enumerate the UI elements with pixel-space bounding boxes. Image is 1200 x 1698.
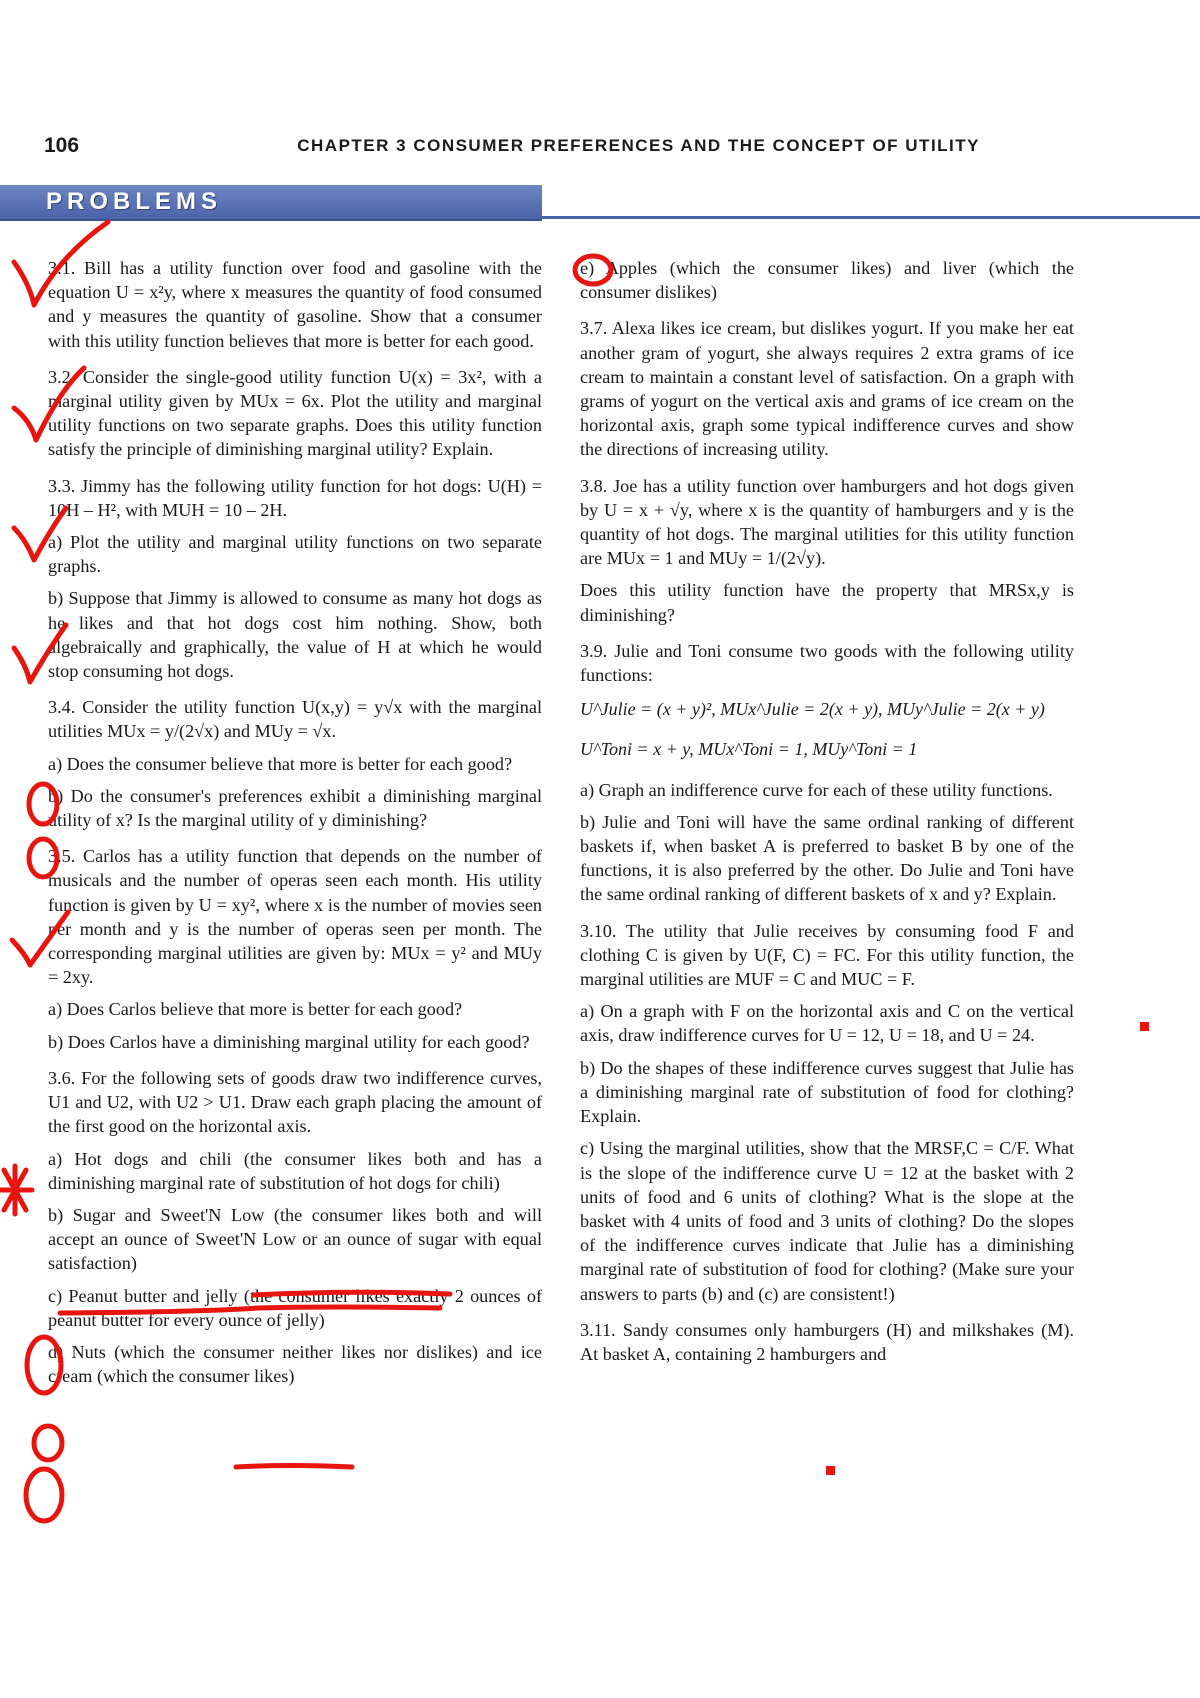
circle-mark-icon: [29, 784, 57, 824]
underline-mark: [236, 1466, 352, 1468]
page-number: 106: [44, 134, 80, 157]
problem-3-10-c: c) Using the marginal utilities, show that the MRSF,C = C/F. What is the slope of the indifference curve U = 12 at the basket with 2 units of food and 6 units of clothing? What is the slope at the basket with 4 units of food and 3 units of clothing? Do the slopes of the indifference curves indicate that Julie has a diminishing marginal rate of substitution of food for clothing? (Make sure your answers to parts (b) and (c) are consistent!): [580, 1138, 1074, 1304]
checkmark-icon: [12, 912, 68, 965]
circle-mark-icon: [29, 839, 57, 877]
problem-3-6-d: d) Nuts (which the consumer neither likes nor dislikes) and ice cream (which the consumer likes): [48, 1341, 542, 1387]
problem-3-8-question: Does this utility function have the property that MRSx,y is diminishing?: [580, 580, 1074, 625]
checkmark-icon: [14, 508, 66, 560]
dot-mark: [1140, 1022, 1149, 1031]
problem-3-9: 3.9. Julie and Toni consume two goods with the following utility functions:: [580, 640, 1074, 686]
checkmark-icon: [14, 368, 84, 440]
running-head: CHAPTER 3 CONSUMER PREFERENCES AND THE CONCEPT OF UTILITY: [297, 136, 980, 155]
problem-3-10-a: a) On a graph with F on the horizontal axis and C on the vertical axis, draw indifference curves for U = 12, U = 18, and U = 24.: [580, 1001, 1074, 1046]
checkmark-icon: [14, 625, 66, 682]
problem-3-3-b: b) Suppose that Jimmy is allowed to consume as many hot dogs as he likes and that hot dogs cost him nothing. Show, both algebraically and graphically, the value of H at which he would stop consuming hot dogs.: [48, 588, 542, 682]
problem-3-6-a: a) Hot dogs and chili (the consumer likes both and has a diminishing marginal rate of substitution of hot dogs for chili): [48, 1148, 542, 1193]
problem-3-1: 3.1. Bill has a utility function over food and gasoline with the equation U = x²y, where x measures the quantity of food consumed and y measures the quantity of gasoline. Show that a consumer with this utility function believes that more is better for each good.: [48, 258, 542, 351]
problem-3-8: 3.8. Joe has a utility function over hamburgers and hot dogs given by U = x + √y, where x is the quantity of hamburgers and y is the quantity of hot dogs. The marginal utilities for this utility function are MUx = 1 and MUy = 1/(2√y).: [580, 475, 1074, 569]
problem-3-5: 3.5. Carlos has a utility function that depends on the number of musicals and the number of operas seen each month. His utility function is given by U = xy², where x is the number of movies seen per month and y is the number of operas seen per month. The corresponding marginal utilities are given by: MUx = y² and MUy = 2xy.: [48, 846, 542, 988]
problem-3-6-c: c) Peanut butter and jelly (the consumer likes exactly 2 ounces of peanut butter for every ounce of jelly): [48, 1285, 542, 1330]
problem-3-11: 3.11. Sandy consumes only hamburgers (H) and milkshakes (M). At basket A, containing 2 hamburgers and: [580, 1319, 1074, 1364]
checkmark-icon: [14, 222, 108, 305]
dot-mark: [826, 1466, 835, 1475]
circle-mark-icon: [27, 1337, 61, 1393]
problem-3-6-e: e) Apples (which the consumer likes) and liver (which the consumer dislikes): [580, 258, 1074, 303]
section-title: PROBLEMS: [46, 188, 223, 215]
problem-3-9-a: a) Graph an indifference curve for each of these utility functions.: [580, 779, 1053, 800]
problem-3-3-a: a) Plot the utility and marginal utility functions on two separate graphs.: [48, 532, 542, 577]
underline-mark: [60, 1307, 440, 1313]
toni-utility-equation: U^Toni = x + y, MUx^Toni = 1, MUy^Toni = 1: [580, 739, 918, 760]
problem-3-6-b: b) Sugar and Sweet'N Low (the consumer likes both and will accept an ounce of Sweet'N Low or an ounce of sugar with equal satisfaction): [48, 1204, 542, 1274]
problem-3-5-b: b) Does Carlos have a diminishing marginal utility for each good?: [48, 1031, 530, 1052]
problem-3-5-a: a) Does Carlos believe that more is better for each good?: [48, 999, 463, 1020]
problem-3-4: 3.4. Consider the utility function U(x,y) = y√x with the marginal utilities MUx = y/(2√x) and MUy = √x.: [48, 697, 542, 742]
problem-3-4-b: b) Do the consumer's preferences exhibit a diminishing marginal utility of x? Is the marginal utility of y diminishing?: [48, 785, 542, 831]
problem-3-2: 3.2. Consider the single-good utility function U(x) = 3x², with a marginal utility given by MUx = 6x. Plot the utility and marginal utility functions on two separate graphs. Does this utility function satisfy the principle of diminishing marginal utility? Explain.: [48, 366, 542, 460]
problem-3-10: 3.10. The utility that Julie receives by consuming food F and clothing C is given by U(F, C) = FC. For this utility function, the marginal utilities are MUF = C and MUC = F.: [580, 920, 1074, 990]
problem-3-9-b: b) Julie and Toni will have the same ordinal ranking of different baskets if, when basket A is preferred to basket B by one of the functions, it is also preferred by the other. Do Julie and Toni have the same ordinal ranking of different baskets of x and y? Explain.: [580, 811, 1074, 905]
problem-3-7: 3.7. Alexa likes ice cream, but dislikes yogurt. If you make her eat another gram of yogurt, she always requires 2 extra grams of ice cream to maintain a constant level of satisfaction. On a graph with grams of yogurt on the vertical axis and grams of ice cream on the horizontal axis, graph some typical indifference curves and show the directions of increasing utility.: [580, 318, 1074, 460]
circle-mark-icon: [34, 1426, 62, 1460]
problem-3-10-b: b) Do the shapes of these indifference curves suggest that Julie has a diminishing marginal rate of substitution of food for clothing? Explain.: [580, 1057, 1074, 1127]
problem-3-6: 3.6. For the following sets of goods draw two indifference curves, U1 and U2, with U2 > U1. Draw each graph placing the amount of the first good on the horizontal axis.: [48, 1067, 542, 1137]
julie-utility-equation: U^Julie = (x + y)², MUx^Julie = 2(x + y), MUy^Julie = 2(x + y): [580, 699, 1045, 720]
problem-3-3: 3.3. Jimmy has the following utility function for hot dogs: U(H) = 10H – H², with MUH = 10 – 2H.: [48, 475, 542, 520]
circle-mark-icon: [575, 256, 611, 284]
problem-3-4-a: a) Does the consumer believe that more is better for each good?: [48, 753, 513, 774]
circle-mark-icon: [26, 1469, 62, 1521]
asterisk-icon: [0, 1166, 32, 1214]
underline-mark: [254, 1292, 450, 1295]
